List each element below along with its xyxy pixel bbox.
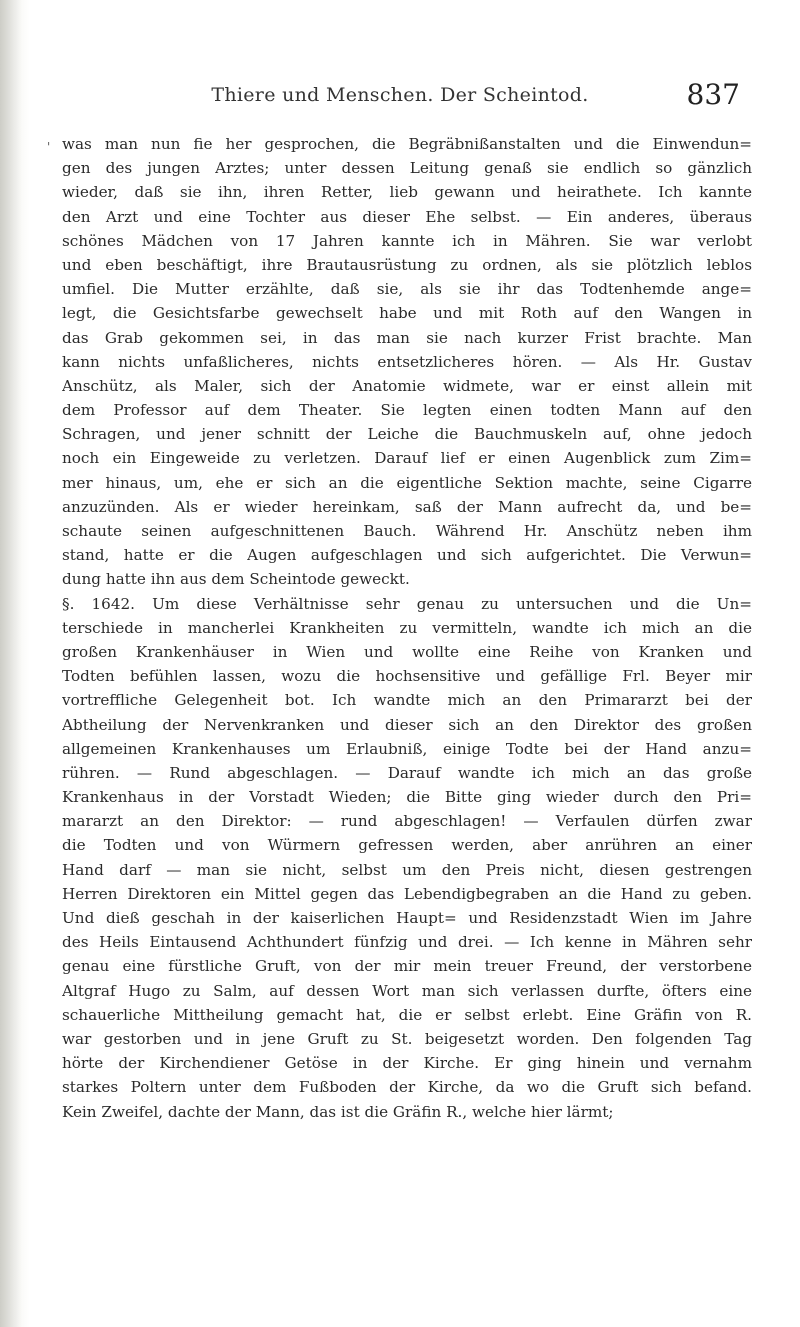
page-number: 837 [686, 78, 740, 111]
page-spine-shadow [0, 0, 22, 1327]
text-line: allgemeinen Krankenhauses um Erlaubniß, einige Todte bei der Hand anzu= [62, 739, 752, 758]
text-line: was man nun fie her gesprochen, die Begräbnißanstalten und die Einwendun= [62, 135, 752, 153]
text-line: umfiel. Die Mutter erzählte, daß sie, als sie ihr das Todtenhemde ange= [62, 280, 752, 299]
text-line: schönes Mädchen von 17 Jahren kannte ich in Mähren. Sie war verlobt [62, 231, 752, 250]
page-header [60, 78, 740, 118]
text-line: die Todten und von Würmern gefressen werden, aber anrühren an einer [62, 836, 752, 855]
text-line: hörte der Kirchendiener Getöse in der Kirche. Er ging hinein und vernahm [62, 1054, 752, 1073]
text-line: großen Krankenhäuser in Wien und wollte eine Reihe von Kranken und [62, 642, 752, 661]
text-line: anzuzünden. Als er wieder hereinkam, saß der Mann aufrecht da, und be= [62, 497, 752, 516]
text-line: starkes Poltern unter dem Fußboden der Kirche, da wo die Gruft sich befand. [62, 1078, 752, 1097]
text-line: Krankenhaus in der Vorstadt Wieden; die Bitte ging wieder durch den Pri= [62, 788, 752, 807]
text-line: mer hinaus, um, ehe er sich an die eigentliche Sektion machte, seine Cigarre [62, 473, 752, 492]
text-line: Altgraf Hugo zu Salm, auf dessen Wort man sich verlassen durfte, öfters eine [62, 981, 752, 1000]
text-line: rühren. — Rund abgeschlagen. — Darauf wandte ich mich an das große [62, 763, 752, 782]
text-line: noch ein Eingeweide zu verletzen. Darauf lief er einen Augenblick zum Zim= [62, 449, 752, 468]
text-line: kann nichts unfaßlicheres, nichts entsetzlicheres hören. — Als Hr. Gustav [62, 352, 752, 371]
text-line: Hand darf — man sie nicht, selbst um den Preis nicht, diesen gestrengen [62, 860, 752, 879]
text-line: Todten befühlen lassen, wozu die hochsensitive und gefällige Frl. Beyer mir [62, 667, 752, 686]
text-line: mararzt an den Direktor: — rund abgeschlagen! — Verfaulen dürfen zwar [62, 812, 752, 831]
text-line: stand, hatte er die Augen aufgeschlagen und sich aufgerichtet. Die Verwun= [62, 546, 752, 565]
text-line: Abtheilung der Nervenkranken und dieser sich an den Direktor des großen [62, 715, 752, 734]
text-line: war gestorben und in jene Gruft zu St. beigesetzt worden. Den folgenden Tag [62, 1029, 752, 1048]
text-line: Und dieß geschah in der kaiserlichen Haupt= und Residenzstadt Wien im Jahre [62, 909, 752, 927]
text-line: schauerliche Mittheilung gemacht hat, die er selbst erlebt. Eine Gräfin von R. [62, 1005, 752, 1024]
text-line: das Grab gekommen sei, in das man sie nach kurzer Frist brachte. Man [62, 328, 752, 347]
text-line: schaute seinen aufgeschnittenen Bauch. Während Hr. Anschütz neben ihm [62, 522, 752, 540]
text-line: gen des jungen Arztes; unter dessen Leitung genaß sie endlich so gänzlich [62, 159, 752, 178]
text-line: des Heils Eintausend Achthundert fünfzig und drei. — Ich kenne in Mähren sehr [62, 933, 752, 952]
text-line: und eben beschäftigt, ihre Brautausrüstung zu ordnen, als sie plötzlich leblos [62, 255, 752, 274]
text-line: genau eine fürstliche Gruft, von der mir mein treuer Freund, der verstorbene [62, 957, 752, 976]
text-line: dem Professor auf dem Theater. Sie legten einen todten Mann auf den [62, 401, 752, 420]
running-title: Thiere und Menschen. Der Scheintod. [211, 84, 589, 106]
text-line: dung hatte ihn aus dem Scheintode geweckt. [62, 570, 410, 589]
margin-mark: ' [47, 140, 51, 154]
text-line: vortreffliche Gelegenheit bot. Ich wandte mich an den Primararzt bei der [62, 691, 752, 710]
text-line: Kein Zweifel, dachte der Mann, das ist die Gräfin R., welche hier lärmt; [62, 1102, 614, 1121]
text-line: §. 1642. Um diese Verhältnisse sehr genau zu untersuchen und die Un= [62, 594, 752, 613]
text-line: Anschütz, als Maler, sich der Anatomie widmete, war er einst allein mit [62, 376, 752, 395]
text-line: Herren Direktoren ein Mittel gegen das Lebendigbegraben an die Hand zu geben. [62, 884, 752, 903]
text-line: den Arzt und eine Tochter aus dieser Ehe selbst. — Ein anderes, überaus [62, 207, 752, 226]
text-line: terschiede in mancherlei Krankheiten zu vermitteln, wandte ich mich an die [62, 618, 752, 637]
body-text [62, 132, 752, 1124]
text-line: legt, die Gesichtsfarbe gewechselt habe und mit Roth auf den Wangen in [62, 304, 752, 323]
text-line: Schragen, und jener schnitt der Leiche die Bauchmuskeln auf, ohne jedoch [62, 425, 752, 444]
text-line: wieder, daß sie ihn, ihren Retter, lieb gewann und heirathete. Ich kannte [62, 183, 752, 202]
